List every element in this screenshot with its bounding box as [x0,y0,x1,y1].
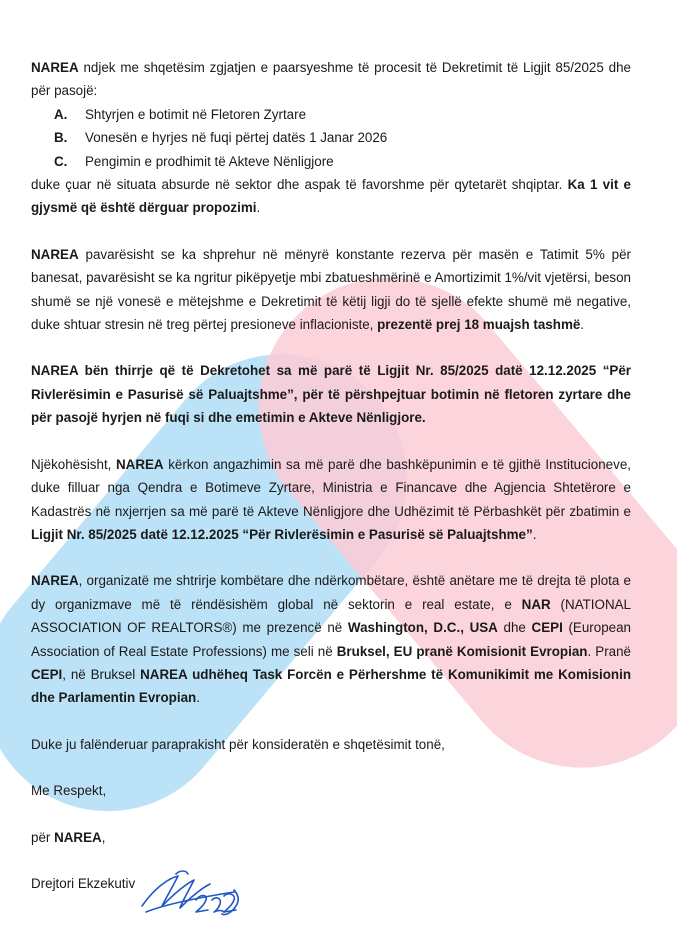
closing-thanks: Duke ju falënderuar paraprakisht për konsideratën e shqetësimit tonë, [31,736,445,752]
list-marker: C. [54,153,68,169]
org-name: NAREA [31,60,79,75]
p1-bold: Ka 1 vit e gjysmë që është dërguar propozimi [31,177,631,216]
closing-for [31,826,631,849]
list-item [31,103,631,126]
p5-text-4: (European Association of Real Estate Professions) me seli në [31,620,631,659]
letter-body [31,0,631,895]
paragraph-3 [31,359,631,429]
p5-bold-brussels: Bruksel, EU pranë Komisionit Evropian [336,643,588,659]
consequences-list [31,103,631,173]
p1-end: . [256,200,261,216]
p5-bold-washington: Washington, D.C., USA [347,620,498,636]
p5-text-6: , në Bruksel [62,666,141,682]
p2-bold: prezentë prej 18 muajsh tashmë [377,317,581,333]
list-item [31,150,631,173]
for-suffix: , [101,829,106,845]
closing-regards: Me Respekt, [31,783,107,799]
p2-end: . [580,317,585,333]
p5-bold-nar: NAR [521,596,551,612]
signatory-role: Drejtori Ekzekutiv [31,875,136,891]
list-marker: B. [54,130,68,146]
p1-text-2: duke çuar në situata absurde në sektor dhe aspak të favorshme për qytetarët shqiptar. [31,177,568,193]
p5-text-3: dhe [497,620,532,636]
p3-bold-text: NAREA bën thirrje që të Dekretohet sa më parë të Ligjit Nr. 85/2025 datë 12.12.2025 “Për Rivlerësimin e Pasurisë së Paluajtshme”, për të përshpejtuar botimin në fletoren zyrtare dhe për pasojë hyrjen në fuqi si dhe emetimin e Akteve Nënligjore. [31,363,631,426]
p1-text: ndjek me shqetësim zgjatjen e paarsyeshme të procesit të Dekretimit të Ligjit 85/2025 dhe për pasojë: [31,60,631,99]
p5-text-2: (NATIONAL ASSOCIATION OF REALTORS®) me prezencë në [31,596,631,636]
list-item [31,126,631,149]
paragraph-1 [31,56,631,103]
p5-bold-taskforce: NAREA udhëheq Task Forcën e Përhershme të Komunikimit me Komisionin dhe Parlamentin Evropian [31,666,631,706]
p5-text-5: . Pranë [587,643,631,659]
p4-end: . [532,526,537,542]
list-text: Shtyrjen e botimit në Fletoren Zyrtare [85,106,307,122]
list-text: Vonesën e hyrjes në fuqi përtej datës 1 Janar 2026 [85,130,388,146]
list-marker: A. [54,106,68,122]
list-text: Pengimin e prodhimit të Akteve Nënligjore [85,153,334,169]
p5-end: . [196,690,200,706]
org-name: NAREA [115,456,164,472]
org-name: NAREA [31,573,79,589]
org-name: NAREA [31,246,79,262]
for-prefix: për [31,829,55,845]
p2-text: pavarësisht se ka shprehur në mënyrë konstante rezerva për masën e Tatimit 5% për banesat, pavarësisht se ka ngritur pikëpyetje mbi zbatueshmërinë e Amortizimit 1%/vit vjetërsi, beson shumë se një vonesë e mëtejshme e Dekretimit të këtij ligji do të sjellë efekte shumë më negative, duke shtuar stresin në treg përtej presioneve inflacioniste, [31,246,631,333]
signature [136,866,246,930]
p4-text: Njëkohësisht, [31,456,116,472]
p5-bold-cepi: CEPI [531,620,563,636]
paragraph-2 [31,243,631,337]
p5-bold-cepi-2: CEPI [31,666,63,682]
p4-text-2: kërkon angazhimin sa më parë dhe bashkëpunimin e të gjithë Institucioneve, duke filluar nga Qendra e Botimeve Zyrtare, Ministria e Financave dhe Agjencia Shtetërore e Kadastrës në nxjerrjen sa më parë të Akteve Nënligjore dhe Udhëzimit të Përbashkët për zbatimin e [31,456,631,519]
p4-bold: Ligjit Nr. 85/2025 datë 12.12.2025 “Për Rivlerësimin e Pasurisë së Paluajtshme” [31,526,533,542]
paragraph-4 [31,453,631,547]
paragraph-5 [31,569,631,709]
org-name: NAREA [54,829,102,845]
p5-text: , organizatë me shtrirje kombëtare dhe ndërkombëtare, është anëtare me të drejta të plota e dy organizmave më të rëndësishëm global në sektorin e real estate, e [31,573,631,612]
paragraph-1-continued [31,173,631,220]
